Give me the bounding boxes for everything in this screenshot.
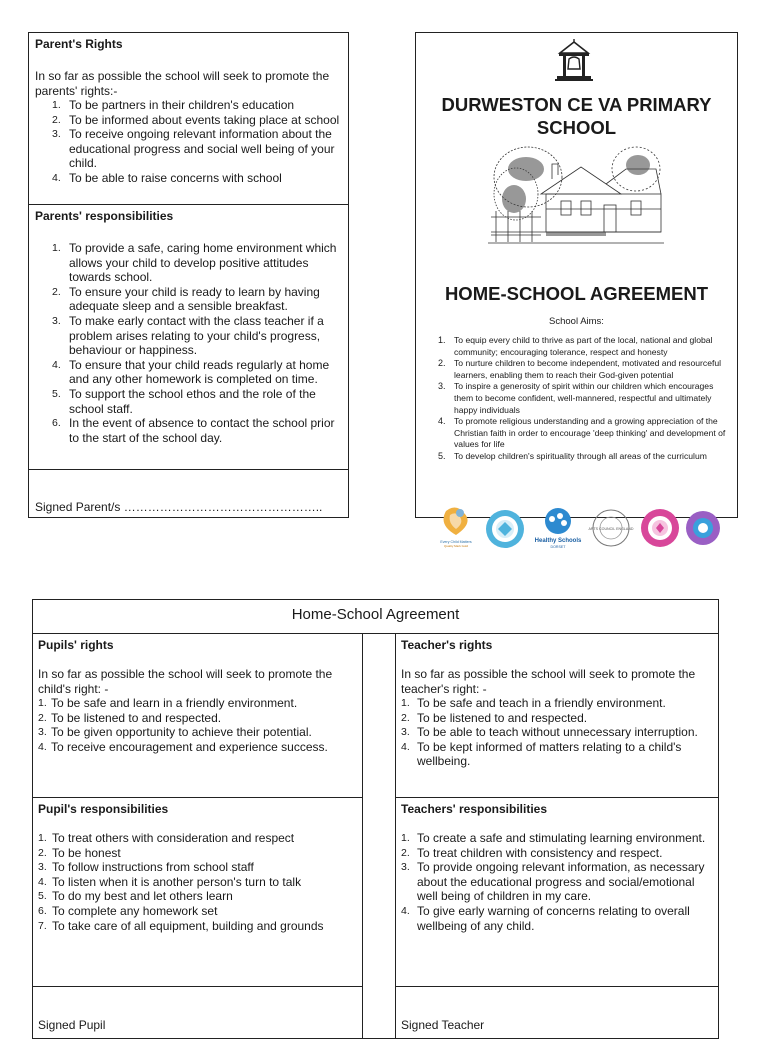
section-divider: [33, 986, 363, 987]
sportsmark-logo-icon: [486, 510, 524, 548]
list-item: 3. To provide ongoing relevant information, as necessary about the educational progress and social/emotional well being of children in my care.: [401, 860, 705, 904]
svg-text:Healthy Schools: Healthy Schools: [534, 538, 582, 544]
list-item: 4. To receive encouragement and experience success.: [38, 739, 328, 754]
list-item: 3. To be given opportunity to achieve their potential.: [38, 725, 312, 740]
parents-responsibilities-list: [52, 241, 344, 445]
list-item: 2. To be honest: [38, 845, 121, 860]
list-item: 1. To provide a safe, caring home environment which allows your child to develop positive attitudes towards school.: [52, 241, 337, 285]
teachers-rights-list: [401, 696, 713, 769]
list-item: 4. To be kept informed of matters relating to a child's wellbeing.: [401, 739, 682, 769]
list-item: 2. To be listened to and respected.: [401, 710, 588, 725]
pupils-responsibilities-title: Pupil's responsibilities: [38, 802, 169, 816]
list-item: 1. To be partners in their children's education: [52, 98, 295, 112]
school-bell-logo-icon: [554, 39, 594, 83]
pupils-rights-title: Pupils' rights: [38, 638, 114, 652]
list-item: 2. To nurture children to become independent, motivated and resourceful learners, enabling them to reach their God-given potential: [438, 358, 722, 380]
list-item: 5. To do my best and let others learn: [38, 889, 233, 904]
list-item: 1. To be safe and teach in a friendly environment.: [401, 696, 666, 710]
school-aims-list: [438, 335, 729, 463]
list-item: 4. To listen when it is another person's turn to talk: [38, 874, 302, 889]
list-item: 2. To ensure your child is ready to learn by having adequate sleep and a sensible breakfast.: [52, 284, 320, 314]
section-divider: [395, 986, 718, 987]
agreement-title: Home-School Agreement: [33, 600, 718, 634]
list-item: 1. To be safe and learn in a friendly environment.: [38, 696, 298, 710]
list-item: 6. To complete any homework set: [38, 903, 218, 918]
teachers-rights-title: Teacher's rights: [401, 638, 493, 652]
column-divider: [395, 634, 396, 1038]
list-item: 4. To be able to raise concerns with school: [52, 170, 282, 185]
list-item: 4. To promote religious understanding and a growing appreciation of the Christian faith in order to encourage 'deep thinking' and development of values for life: [438, 416, 726, 450]
svg-text:Every Child Matters: Every Child Matters: [440, 540, 472, 544]
svg-text:DORSET: DORSET: [550, 545, 566, 549]
list-item: 2. To be listened to and respected.: [38, 710, 222, 725]
parents-rights-intro: In so far as possible the school will seek to promote the parents' rights:-: [35, 69, 330, 98]
svg-text:Quality Mark Gold: Quality Mark Gold: [443, 544, 469, 548]
parents-panel: [28, 32, 349, 518]
signed-parent-line: Signed Parent/s …………………………………………..: [35, 500, 323, 514]
signed-pupil-line: Signed Pupil: [38, 1018, 106, 1032]
pupils-responsibilities-list: [38, 831, 358, 933]
list-item: 3. To follow instructions from school staff: [38, 860, 254, 875]
agreement-panel: [32, 599, 719, 1039]
teachers-responsibilities-list: [401, 831, 713, 933]
list-item: 5. To develop children's spirituality through all areas of the curriculum: [438, 450, 707, 461]
school-building-sketch: [486, 139, 666, 249]
artsmark-logo-icon: [641, 509, 679, 547]
school-aims-label: School Aims:: [549, 316, 604, 327]
teachers-rights-intro: In so far as possible the school will seek to promote the teacher's right: -: [401, 667, 696, 696]
list-item: 3. To inspire a generosity of spirit within our children which encourages them to become confident, well-mannered, respectful and ultimately happy individuals: [438, 381, 714, 415]
svg-text:ARTS COUNCIL ENGLAND: ARTS COUNCIL ENGLAND: [588, 527, 634, 531]
section-divider: [33, 797, 363, 798]
pupils-rights-list: [38, 696, 356, 754]
column-divider: [362, 634, 363, 1038]
list-item: 2. To be informed about events taking place at school: [52, 112, 340, 127]
section-divider: [395, 797, 718, 798]
list-item: 1. To equip every child to thrive as part of the local, national and global community; encouraging tolerance, respect and honesty: [438, 335, 713, 357]
rights-respecting-school-logo-icon: [686, 511, 720, 545]
parents-rights-list: [52, 98, 344, 186]
list-item: 7. To take care of all equipment, building and grounds: [38, 918, 324, 933]
section-divider: [29, 469, 348, 470]
list-item: 2. To treat children with consistency and respect.: [401, 845, 663, 860]
list-item: 4. To give early warning of concerns relating to overall wellbeing of any child.: [401, 903, 690, 933]
signed-teacher-line: Signed Teacher: [401, 1018, 485, 1032]
teachers-responsibilities-title: Teachers' responsibilities: [401, 802, 548, 816]
agreement-heading: HOME-SCHOOL AGREEMENT: [444, 283, 709, 304]
accreditation-logos: [438, 505, 720, 551]
every-child-matters-logo-icon: [440, 507, 472, 548]
healthy-schools-logo-icon: [535, 508, 582, 549]
list-item: 1. To create a safe and stimulating learning environment.: [401, 831, 706, 845]
list-item: 6. In the event of absence to contact the school prior to the start of the school day.: [52, 416, 335, 445]
list-item: 5. To support the school ethos and the role of the school staff.: [52, 386, 316, 416]
list-item: 3. To make early contact with the class teacher if a problem arises relating to your child's progress, behaviour or happiness.: [52, 313, 324, 358]
list-item: 4. To ensure that your child reads regularly at home and any other homework is completed on time.: [52, 357, 330, 387]
arts-council-logo-icon: [589, 510, 634, 546]
school-name: DURWESTON CE VA PRIMARY SCHOOL: [441, 94, 712, 138]
list-item: 1. To treat others with consideration and respect: [38, 831, 295, 845]
pupils-rights-intro: In so far as possible the school will seek to promote the child's right: -: [38, 667, 333, 696]
list-item: 3. To be able to teach without unnecessary interruption.: [401, 725, 698, 740]
parents-rights-title: Parent's Rights: [35, 37, 123, 51]
section-divider: [29, 204, 348, 205]
parents-responsibilities-title: Parents' responsibilities: [35, 209, 174, 223]
cover-panel: [415, 32, 738, 549]
list-item: 3. To receive ongoing relevant information about the educational progress and social well being of your child.: [52, 127, 335, 171]
